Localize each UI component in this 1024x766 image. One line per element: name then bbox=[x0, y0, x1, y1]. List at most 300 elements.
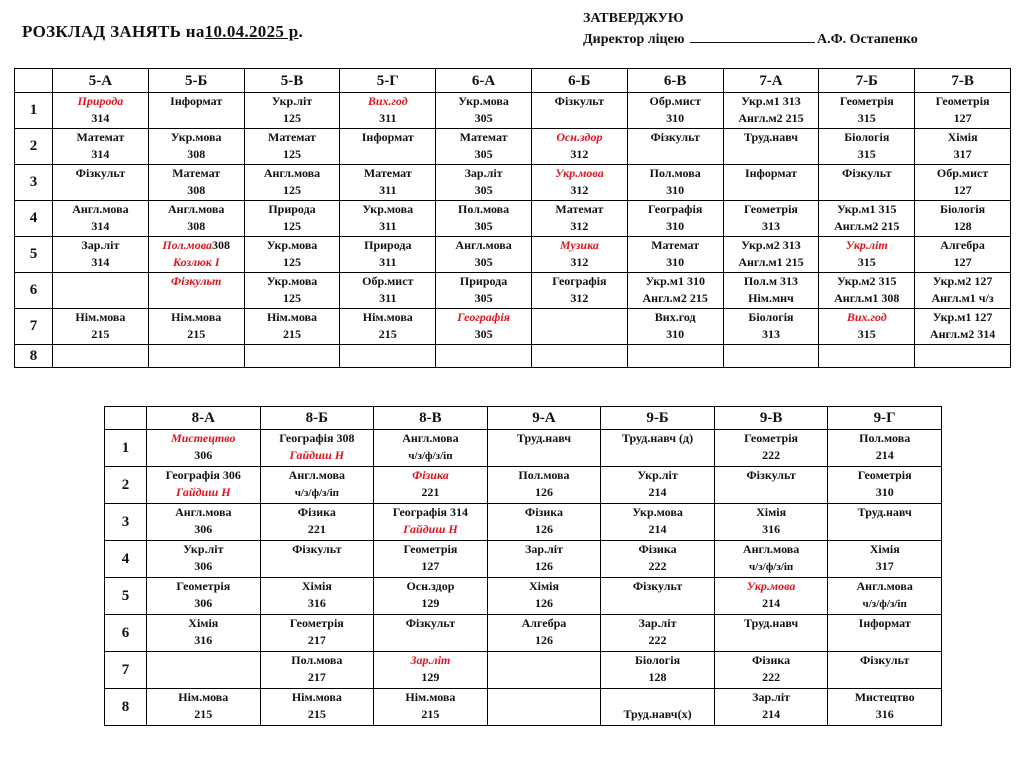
cell-text: 310 bbox=[666, 327, 685, 341]
cell-line bbox=[532, 129, 627, 146]
schedule-cell bbox=[260, 689, 374, 726]
cell-text: Укр.м2 315 bbox=[836, 274, 897, 288]
schedule-cell bbox=[828, 615, 942, 652]
lesson-number: 5 bbox=[105, 578, 147, 615]
schedule-cell bbox=[260, 504, 374, 541]
cell-text: 214 bbox=[648, 522, 667, 536]
schedule-cell bbox=[915, 309, 1011, 345]
cell-text: Інформат bbox=[361, 130, 414, 144]
cell-text: Фізкульт bbox=[859, 653, 910, 667]
cell-text: Географія 314 bbox=[392, 505, 469, 519]
cell-text: Хімія bbox=[188, 616, 219, 630]
lesson-number: 4 bbox=[105, 541, 147, 578]
cell-line bbox=[715, 558, 828, 575]
cell-line bbox=[340, 326, 435, 343]
cell-line bbox=[724, 309, 819, 326]
cell-line bbox=[828, 467, 941, 484]
cell-text: Фізика bbox=[752, 653, 791, 667]
cell-line bbox=[340, 273, 435, 290]
cell-text: 316 bbox=[307, 596, 326, 610]
cell-text: Укр.мова bbox=[458, 94, 509, 108]
cell-line bbox=[53, 93, 148, 110]
cell-line bbox=[532, 254, 627, 271]
lesson-row bbox=[105, 467, 942, 504]
cell-text: Геометрія bbox=[839, 94, 894, 108]
cell-text: Англ.м1 215 bbox=[738, 255, 804, 269]
cell-line bbox=[147, 632, 260, 649]
lesson-number: 2 bbox=[15, 129, 53, 165]
schedule-cell bbox=[531, 237, 627, 273]
schedule-cell bbox=[53, 309, 149, 345]
schedule-cell bbox=[714, 504, 828, 541]
cell-line bbox=[261, 706, 374, 723]
cell-text: 126 bbox=[534, 522, 553, 536]
cell-text: 305 bbox=[474, 219, 493, 233]
schedule-cell bbox=[723, 273, 819, 309]
cell-line bbox=[819, 309, 914, 326]
cell-text: 311 bbox=[379, 183, 397, 197]
cell-text: Вих.год bbox=[654, 310, 696, 324]
corner-cell bbox=[15, 69, 53, 93]
lesson-row bbox=[15, 237, 1011, 273]
schedule-cell bbox=[244, 129, 340, 165]
cell-line bbox=[147, 689, 260, 706]
cell-line bbox=[532, 218, 627, 235]
cell-text: Нім.мнч bbox=[748, 291, 794, 305]
cell-text: 128 bbox=[953, 219, 972, 233]
cell-line bbox=[819, 146, 914, 163]
cell-text: Нім.мова bbox=[362, 310, 413, 324]
cell-line bbox=[340, 254, 435, 271]
schedule-cell bbox=[828, 578, 942, 615]
cell-text: 214 bbox=[762, 707, 781, 721]
schedule-cell bbox=[53, 345, 149, 368]
cell-text: Пол.мова bbox=[291, 653, 343, 667]
cell-text: 221 bbox=[307, 522, 326, 536]
cell-text: 217 bbox=[307, 670, 326, 684]
cell-text: 129 bbox=[421, 670, 440, 684]
cell-text: Англ.м1 308 bbox=[834, 291, 900, 305]
schedule-cell bbox=[915, 201, 1011, 237]
cell-line bbox=[715, 689, 828, 706]
cell-line bbox=[601, 558, 714, 575]
class-header: 6-В bbox=[627, 69, 723, 93]
cell-line bbox=[261, 652, 374, 669]
approval-name: А.Ф. Остапенко bbox=[816, 32, 918, 47]
cell-line bbox=[819, 237, 914, 254]
cell-line bbox=[149, 182, 244, 199]
cell-line bbox=[436, 165, 531, 182]
cell-text: 125 bbox=[282, 147, 301, 161]
schedule-cell bbox=[487, 578, 601, 615]
subject-highlighted: Вих.год bbox=[367, 94, 408, 108]
class-header: 7-Б bbox=[819, 69, 915, 93]
cell-text: Природа bbox=[364, 238, 412, 252]
cell-line bbox=[488, 615, 601, 632]
subject-highlighted: Осн.здор bbox=[556, 130, 603, 144]
cell-text: 311 bbox=[379, 255, 397, 269]
lesson-number: 8 bbox=[15, 345, 53, 368]
cell-line bbox=[340, 218, 435, 235]
subject-highlighted: Козлюк І bbox=[172, 255, 220, 269]
schedule-cell bbox=[531, 93, 627, 129]
cell-line bbox=[149, 273, 244, 290]
cell-line bbox=[601, 504, 714, 521]
cell-line bbox=[147, 595, 260, 612]
cell-text: 222 bbox=[762, 448, 781, 462]
cell-line bbox=[628, 93, 723, 110]
schedule-cell bbox=[828, 504, 942, 541]
cell-line bbox=[601, 430, 714, 447]
cell-text: 312 bbox=[570, 219, 589, 233]
cell-text: Укр.літ bbox=[271, 94, 313, 108]
cell-line bbox=[374, 689, 487, 706]
cell-line bbox=[915, 326, 1010, 343]
cell-line bbox=[340, 182, 435, 199]
cell-line bbox=[915, 254, 1010, 271]
cell-line bbox=[261, 504, 374, 521]
lesson-row bbox=[15, 129, 1011, 165]
cell-text: Мистецтво bbox=[854, 690, 915, 704]
cell-line bbox=[261, 521, 374, 538]
cell-line bbox=[724, 290, 819, 307]
cell-line bbox=[340, 201, 435, 218]
cell-line bbox=[724, 237, 819, 254]
lesson-number: 8 bbox=[105, 689, 147, 726]
cell-line bbox=[628, 237, 723, 254]
cell-line bbox=[715, 447, 828, 464]
cell-line bbox=[245, 165, 340, 182]
cell-text: 316 bbox=[762, 522, 781, 536]
cell-text: 312 bbox=[570, 147, 589, 161]
cell-text: Укр.м2 313 bbox=[741, 238, 801, 252]
cell-text: Нім.мова bbox=[171, 310, 222, 324]
schedule-cell bbox=[148, 93, 244, 129]
cell-line bbox=[724, 165, 819, 182]
cell-text: 126 bbox=[534, 559, 553, 573]
cell-text: 305 bbox=[474, 327, 493, 341]
cell-text: Труд.навч(х) bbox=[623, 707, 692, 721]
cell-text: 306 bbox=[194, 522, 213, 536]
schedule-table-grades-5-7 bbox=[14, 68, 1011, 368]
subject-highlighted: Укр.мова bbox=[555, 166, 604, 180]
schedule-cell bbox=[627, 165, 723, 201]
schedule-cell bbox=[828, 430, 942, 467]
cell-text: Англ.м2 215 bbox=[738, 111, 804, 125]
cell-line bbox=[724, 273, 819, 290]
cell-line bbox=[147, 430, 260, 447]
cell-line bbox=[715, 706, 828, 723]
cell-line bbox=[149, 201, 244, 218]
cell-line bbox=[828, 578, 941, 595]
cell-text: 315 bbox=[857, 327, 876, 341]
cell-line bbox=[915, 309, 1010, 326]
cell-text: 128 bbox=[648, 670, 667, 684]
cell-text: Фізкульт bbox=[632, 579, 683, 593]
cell-text: Англ.мова bbox=[288, 468, 346, 482]
schedule-cell bbox=[53, 273, 149, 309]
lesson-row bbox=[105, 504, 942, 541]
schedule-cell bbox=[723, 201, 819, 237]
cell-line bbox=[532, 237, 627, 254]
schedule-cell bbox=[340, 345, 436, 368]
schedule-cell bbox=[601, 689, 715, 726]
cell-text: Укр.мова bbox=[266, 238, 318, 252]
schedule-cell bbox=[436, 201, 532, 237]
cell-text: 314 bbox=[91, 111, 110, 125]
schedule-cell bbox=[714, 541, 828, 578]
class-header: 5-А bbox=[53, 69, 149, 93]
cell-line bbox=[532, 273, 627, 290]
cell-text: 214 bbox=[648, 485, 667, 499]
cell-line bbox=[715, 467, 828, 484]
cell-line bbox=[340, 110, 435, 127]
lesson-number: 7 bbox=[15, 309, 53, 345]
schedule-cell bbox=[819, 93, 915, 129]
cell-line bbox=[715, 669, 828, 686]
lesson-number: 3 bbox=[15, 165, 53, 201]
cell-text: Хімія bbox=[528, 579, 559, 593]
schedule-cell bbox=[828, 652, 942, 689]
schedule-cell bbox=[244, 237, 340, 273]
cell-text: Пол.мова bbox=[649, 166, 701, 180]
cell-line bbox=[828, 430, 941, 447]
cell-line bbox=[532, 165, 627, 182]
schedule-cell bbox=[915, 93, 1011, 129]
cell-text: 215 bbox=[194, 707, 213, 721]
cell-line bbox=[915, 182, 1010, 199]
schedule-cell bbox=[819, 273, 915, 309]
schedule-cell bbox=[915, 345, 1011, 368]
cell-line bbox=[724, 93, 819, 110]
cell-text: Алгебра bbox=[521, 616, 567, 630]
cell-line bbox=[53, 309, 148, 326]
lesson-row bbox=[15, 201, 1011, 237]
schedule-cell bbox=[374, 504, 488, 541]
schedule-cell bbox=[627, 345, 723, 368]
schedule-cell bbox=[915, 237, 1011, 273]
schedule-cell bbox=[147, 689, 261, 726]
cell-line bbox=[819, 254, 914, 271]
cell-line bbox=[53, 218, 148, 235]
cell-text: Обр.мист bbox=[362, 274, 414, 288]
cell-line bbox=[915, 273, 1010, 290]
cell-line bbox=[245, 254, 340, 271]
cell-line bbox=[819, 290, 914, 307]
cell-text: Геометрія bbox=[857, 468, 912, 482]
cell-line bbox=[828, 558, 941, 575]
schedule-cell bbox=[148, 129, 244, 165]
cell-text: ч/з/ф/з/іп bbox=[862, 598, 907, 610]
cell-line bbox=[53, 254, 148, 271]
cell-line bbox=[436, 218, 531, 235]
cell-text: Фізика bbox=[524, 505, 564, 519]
cell-line bbox=[436, 326, 531, 343]
class-header: 9-В bbox=[714, 407, 828, 430]
cell-line bbox=[819, 129, 914, 146]
schedule-table-grades-8-9 bbox=[104, 406, 942, 726]
cell-line bbox=[149, 218, 244, 235]
cell-text: Англ.мова bbox=[263, 166, 321, 180]
cell-line bbox=[915, 290, 1010, 307]
schedule-cell bbox=[723, 129, 819, 165]
schedule-title bbox=[22, 22, 303, 42]
cell-text: 308 bbox=[187, 147, 206, 161]
class-header: 6-Б bbox=[531, 69, 627, 93]
schedule-cell bbox=[915, 129, 1011, 165]
cell-line bbox=[245, 326, 340, 343]
cell-line bbox=[340, 309, 435, 326]
cell-text: Англ.мова bbox=[72, 202, 129, 216]
cell-line bbox=[601, 652, 714, 669]
cell-text: Англ.м2 314 bbox=[929, 327, 996, 341]
cell-line bbox=[828, 541, 941, 558]
subject-highlighted: Музика bbox=[559, 238, 599, 252]
cell-text: 127 bbox=[953, 111, 972, 125]
cell-line bbox=[488, 430, 601, 447]
cell-text: Зар.літ bbox=[752, 690, 791, 704]
cell-line bbox=[532, 290, 627, 307]
cell-line bbox=[819, 201, 914, 218]
cell-line bbox=[715, 595, 828, 612]
schedule-cell bbox=[601, 467, 715, 504]
cell-line bbox=[828, 689, 941, 706]
schedule-cell bbox=[819, 165, 915, 201]
cell-line bbox=[601, 484, 714, 501]
schedule-cell bbox=[374, 652, 488, 689]
cell-text: 312 bbox=[570, 291, 589, 305]
schedule-cell bbox=[53, 237, 149, 273]
cell-line bbox=[374, 706, 487, 723]
cell-line bbox=[819, 110, 914, 127]
schedule-cell bbox=[531, 165, 627, 201]
lesson-row bbox=[105, 541, 942, 578]
cell-line bbox=[147, 578, 260, 595]
cell-line bbox=[147, 484, 260, 501]
cell-text: Географія bbox=[552, 274, 607, 288]
class-header: 9-Б bbox=[601, 407, 715, 430]
cell-line bbox=[601, 578, 714, 595]
schedule-cell bbox=[828, 689, 942, 726]
cell-line bbox=[915, 129, 1010, 146]
schedule-cell bbox=[340, 309, 436, 345]
cell-text: 214 bbox=[875, 448, 894, 462]
cell-line bbox=[374, 430, 487, 447]
class-header: 7-А bbox=[723, 69, 819, 93]
cell-line bbox=[261, 484, 374, 501]
cell-text: 306 bbox=[194, 559, 213, 573]
cell-line bbox=[532, 182, 627, 199]
schedule-cell bbox=[627, 129, 723, 165]
cell-text: Біологія bbox=[844, 130, 890, 144]
cell-text: 315 bbox=[857, 147, 876, 161]
cell-line bbox=[532, 201, 627, 218]
cell-line bbox=[724, 110, 819, 127]
subject-highlighted: Укр.літ bbox=[845, 238, 888, 252]
cell-line bbox=[261, 689, 374, 706]
cell-text: 127 bbox=[953, 255, 972, 269]
cell-text: 305 bbox=[474, 255, 493, 269]
cell-text: 310 bbox=[666, 219, 685, 233]
cell-text: 314 bbox=[91, 147, 110, 161]
cell-text: Англ.мова bbox=[856, 579, 913, 593]
cell-text: Укр.м1 313 bbox=[741, 94, 801, 108]
cell-text: Інформат bbox=[744, 166, 797, 180]
cell-text: 312 bbox=[570, 255, 589, 269]
cell-text: Укр.літ bbox=[183, 542, 224, 556]
cell-line bbox=[436, 273, 531, 290]
schedule-cell bbox=[487, 652, 601, 689]
cell-line bbox=[374, 467, 487, 484]
cell-line bbox=[245, 129, 340, 146]
subject-highlighted: Мистецтво bbox=[171, 431, 236, 445]
schedule-cell bbox=[340, 129, 436, 165]
schedule-cell bbox=[260, 430, 374, 467]
cell-line bbox=[436, 237, 531, 254]
subject-highlighted: Пол.мова bbox=[162, 238, 213, 252]
cell-text: 314 bbox=[91, 255, 110, 269]
cell-text: 126 bbox=[534, 633, 553, 647]
schedule-cell bbox=[531, 129, 627, 165]
cell-line bbox=[147, 706, 260, 723]
lesson-row bbox=[15, 345, 1011, 368]
schedule-cell bbox=[53, 129, 149, 165]
cell-text: ч/з/ф/з/іп bbox=[294, 487, 339, 499]
schedule-cell bbox=[819, 129, 915, 165]
cell-line bbox=[628, 182, 723, 199]
cell-line bbox=[828, 595, 941, 612]
cell-line bbox=[147, 615, 260, 632]
cell-text: 127 bbox=[421, 559, 440, 573]
cell-text: Математ bbox=[555, 202, 604, 216]
cell-line bbox=[715, 541, 828, 558]
cell-line bbox=[828, 447, 941, 464]
cell-line bbox=[819, 273, 914, 290]
cell-line bbox=[147, 467, 260, 484]
cell-line bbox=[436, 93, 531, 110]
cell-text: Інформат bbox=[858, 616, 911, 630]
cell-line bbox=[245, 309, 340, 326]
cell-line bbox=[488, 467, 601, 484]
cell-line bbox=[261, 447, 374, 464]
schedule-cell bbox=[819, 201, 915, 237]
schedule-cell bbox=[148, 345, 244, 368]
approval-signature-line bbox=[583, 29, 918, 50]
cell-text: 315 bbox=[857, 111, 876, 125]
cell-text: 215 bbox=[187, 327, 206, 341]
subject-highlighted: Географія bbox=[457, 310, 510, 324]
cell-text: Математ bbox=[651, 238, 700, 252]
cell-line bbox=[374, 595, 487, 612]
schedule-cell bbox=[340, 93, 436, 129]
subject-highlighted: Фізкульт bbox=[171, 274, 222, 288]
cell-text: 215 bbox=[421, 707, 440, 721]
cell-text: 305 bbox=[474, 291, 493, 305]
schedule-cell bbox=[627, 93, 723, 129]
schedule-cell bbox=[148, 237, 244, 273]
cell-line bbox=[715, 521, 828, 538]
cell-line bbox=[261, 467, 374, 484]
cell-text: Фізкульт bbox=[554, 94, 605, 108]
cell-text: 215 bbox=[91, 327, 110, 341]
schedule-cell bbox=[714, 615, 828, 652]
cell-text: 215 bbox=[307, 707, 326, 721]
cell-text: Геометрія bbox=[289, 616, 344, 630]
schedule-cell bbox=[714, 467, 828, 504]
cell-line bbox=[374, 669, 487, 686]
class-header: 5-В bbox=[244, 69, 340, 93]
cell-line bbox=[724, 326, 819, 343]
